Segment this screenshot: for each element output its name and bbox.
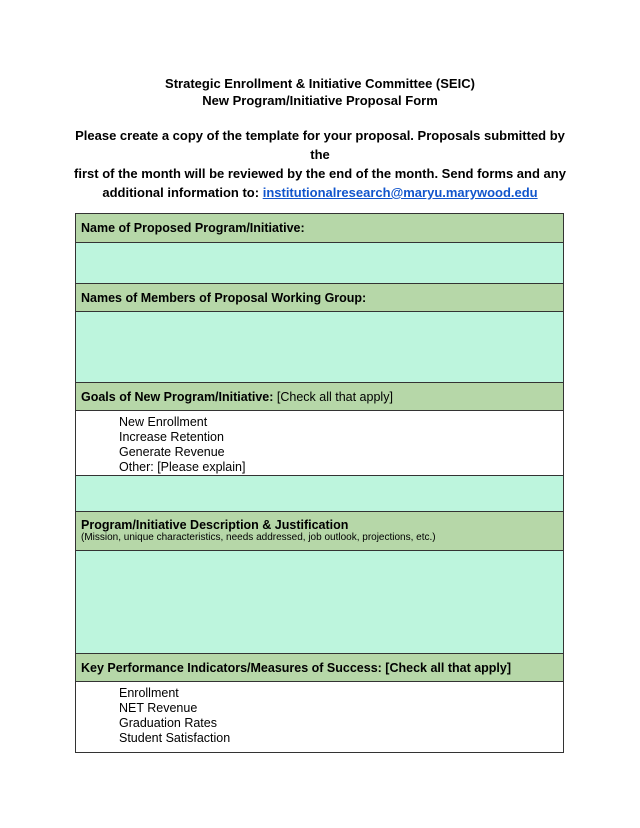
email-link[interactable]: institutionalresearch@maryu.marywood.edu [262, 185, 538, 200]
program-name-header [76, 214, 563, 243]
members-label: Names of Members of Proposal Working Group: [81, 290, 367, 305]
goals-label: Goals of New Program/Initiative: [81, 389, 274, 404]
kpi-option-student-satisfaction[interactable]: Student Satisfaction [119, 731, 231, 745]
description-field[interactable] [76, 551, 563, 654]
goal-option-new-enrollment[interactable]: New Enrollment [119, 415, 208, 429]
intro-line-3-text: additional information to: [102, 185, 263, 200]
proposal-form-table [75, 213, 564, 753]
title-line-2: New Program/Initiative Proposal Form [202, 93, 438, 108]
kpi-option-net-revenue[interactable]: NET Revenue [119, 701, 198, 715]
goal-option-generate-revenue[interactable]: Generate Revenue [119, 445, 225, 459]
intro-paragraph [70, 126, 570, 202]
title-line-1: Strategic Enrollment & Initiative Committee (SEIC) [165, 76, 475, 91]
goal-option-other[interactable]: Other: [Please explain] [119, 460, 246, 474]
intro-line-2: first of the month will be reviewed by the end of the month. Send forms and any [74, 166, 566, 181]
goals-label-wrap [81, 390, 558, 404]
members-header [76, 284, 563, 312]
goals-other-field[interactable] [76, 476, 563, 512]
description-label: Program/Initiative Description & Justification [81, 518, 349, 532]
kpi-option-graduation-rates[interactable]: Graduation Rates [119, 716, 217, 730]
goal-option-increase-retention[interactable]: Increase Retention [119, 430, 224, 444]
document-title [0, 75, 640, 109]
kpi-options-list [76, 682, 563, 752]
description-header [76, 512, 563, 551]
goals-header [76, 383, 563, 411]
intro-line-3 [70, 183, 570, 202]
kpi-label: Key Performance Indicators/Measures of Success: [Check all that apply] [81, 660, 512, 675]
intro-line-1: Please create a copy of the template for your proposal. Proposals submitted by the [75, 128, 565, 162]
description-hint: (Mission, unique characteristics, needs addressed, job outlook, projections, etc.) [81, 532, 436, 543]
goals-options-list [76, 411, 563, 476]
kpi-option-enrollment[interactable]: Enrollment [119, 686, 179, 700]
program-name-label: Name of Proposed Program/Initiative: [81, 221, 305, 235]
members-field[interactable] [76, 312, 563, 383]
kpi-header [76, 654, 563, 682]
goals-hint: [Check all that apply] [273, 389, 393, 404]
program-name-field[interactable] [76, 243, 563, 284]
